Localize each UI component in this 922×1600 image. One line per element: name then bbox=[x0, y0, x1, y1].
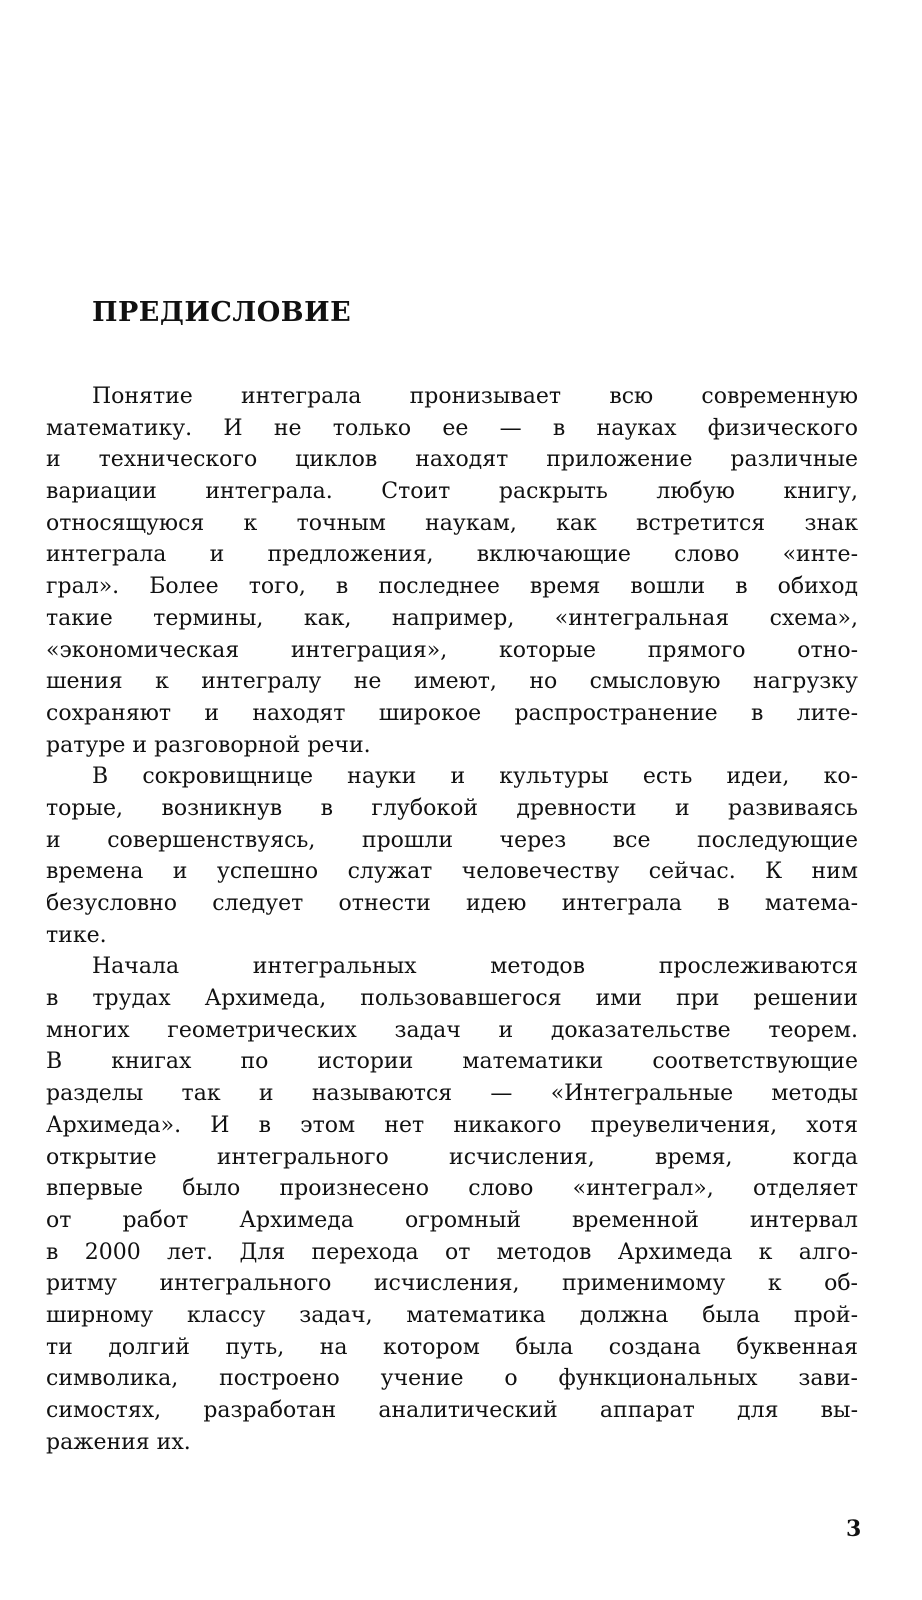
text-line: ражения их. bbox=[46, 1429, 191, 1455]
page-number: 3 bbox=[846, 1516, 862, 1542]
text-line: ти долгий путь, на котором была создана буквенная bbox=[46, 1334, 858, 1360]
text-line: Начала интегральных методов прослеживаются bbox=[92, 954, 858, 980]
paragraph-1 bbox=[46, 381, 858, 761]
text-line: В книгах по истории математики соответствующие bbox=[46, 1049, 858, 1075]
text-line: в 2000 лет. Для перехода от методов Архимеда к алго- bbox=[46, 1239, 858, 1265]
text-line: шения к интегралу не имеют, но смысловую нагрузку bbox=[46, 669, 858, 695]
text-line: сохраняют и находят широкое распространение в лите- bbox=[46, 700, 858, 726]
text-line: ширному классу задач, математика должна была прой- bbox=[46, 1302, 858, 1328]
text-line: В сокровищнице науки и культуры есть идеи, ко- bbox=[92, 764, 858, 790]
text-line: в трудах Архимеда, пользовавшегося ими при решении bbox=[46, 986, 858, 1012]
text-line: от работ Архимеда огромный временной интервал bbox=[46, 1207, 858, 1233]
text-line: символика, построено учение о функциональных зави- bbox=[46, 1366, 858, 1392]
text-line: Понятие интеграла пронизывает всю современную bbox=[92, 384, 858, 409]
text-line: вариации интеграла. Стоит раскрыть любую книгу, bbox=[46, 479, 858, 505]
text-line: многих геометрических задач и доказательстве теорем. bbox=[46, 1017, 858, 1043]
text-line: ритму интегрального исчисления, применимому к об- bbox=[46, 1271, 858, 1297]
text-line: впервые было произнесено слово «интеграл», отделяет bbox=[46, 1176, 858, 1202]
text-line: интеграла и предложения, включающие слово «инте- bbox=[46, 542, 858, 568]
paragraph-2 bbox=[46, 761, 858, 951]
text-line: открытие интегрального исчисления, время, когда bbox=[46, 1144, 858, 1170]
text-line: тике. bbox=[46, 922, 107, 948]
text-line: торые, возникнув в глубокой древности и развиваясь bbox=[46, 795, 858, 821]
body-text bbox=[46, 381, 858, 1458]
text-line: и технического циклов находят приложение различные bbox=[46, 447, 858, 473]
text-line: ратуре и разговорной речи. bbox=[46, 732, 371, 758]
text-line: относящуюся к точным наукам, как встретится знак bbox=[46, 510, 858, 536]
text-line: и совершенствуясь, прошли через все последующие bbox=[46, 827, 858, 853]
page-title: ПРЕДИСЛОВИЕ bbox=[92, 297, 352, 328]
text-line: симостях, разработан аналитический аппарат для вы- bbox=[46, 1398, 858, 1423]
text-line: грал». Более того, в последнее время вошли в обиход bbox=[46, 574, 858, 600]
text-line: разделы так и называются — «Интегральные методы bbox=[46, 1081, 858, 1107]
paragraph-3 bbox=[46, 951, 858, 1458]
text-line: Архимеда». И в этом нет никакого преувеличения, хотя bbox=[46, 1112, 858, 1138]
text-line: «экономическая интеграция», которые прямого отно- bbox=[46, 637, 858, 663]
text-line: времена и успешно служат человечеству сейчас. К ним bbox=[46, 859, 858, 885]
text-line: такие термины, как, например, «интегральная схема», bbox=[46, 605, 858, 631]
text-line: математику. И не только ее — в науках физического bbox=[46, 415, 858, 441]
text-line: безусловно следует отнести идею интеграла в матема- bbox=[46, 891, 858, 916]
